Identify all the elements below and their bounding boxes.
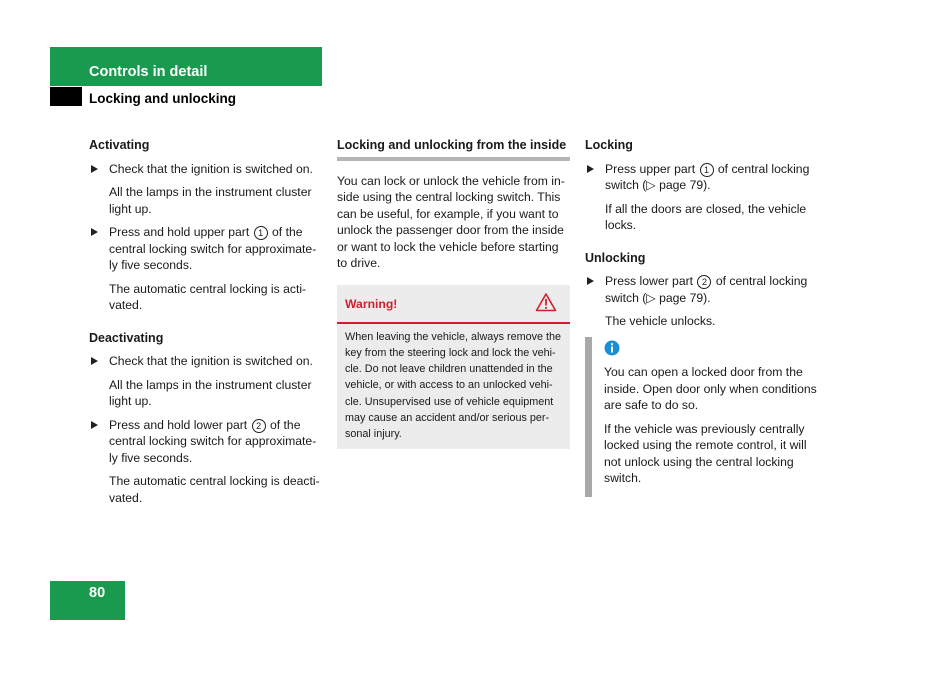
inside-locking-body: You can lock or unlock the vehicle from in-side using the central locking switch. This can be useful, for example, if you want to unlock the passenger door from the inside or want to lock the vehicle before starting to drive. — [337, 173, 565, 270]
step-text: Press and hold upper part — [109, 225, 250, 239]
warning-header — [337, 285, 570, 324]
locking-step — [585, 161, 821, 194]
step-text: of central locking switch (▷ page 79). — [605, 161, 810, 192]
warning-box — [337, 285, 570, 449]
unlocking-step — [585, 273, 821, 306]
chapter-title: Controls in detail — [89, 64, 208, 80]
column-inside-locking — [337, 137, 570, 449]
info-box — [585, 337, 824, 497]
column-activating — [89, 137, 323, 513]
column-locking-unlocking — [585, 137, 821, 497]
deactivating-step-2-result: The automatic central locking is deacti-vated. — [109, 474, 320, 505]
info-icon — [604, 340, 824, 361]
section-marker — [50, 87, 82, 106]
info-text-1: You can open a locked door from the inside. Open door only when conditions are safe to do so. — [604, 365, 817, 412]
step-text: of the central locking switch for approximate-ly five seconds. — [109, 225, 317, 272]
locking-heading: Locking — [585, 138, 633, 152]
deactivating-step-1-result: All the lamps in the instrument cluster light up. — [109, 377, 312, 408]
switch-part-number: 2 — [697, 275, 711, 289]
info-text-2: If the vehicle was previously centrally locked using the remote control, it will not unlock using the central locking switch. — [604, 421, 807, 485]
activating-step-2-result: The automatic central locking is acti-vated. — [109, 281, 307, 312]
activating-step-1: Check that the ignition is switched on. — [89, 161, 323, 178]
warning-label: Warning! — [345, 296, 398, 311]
step-text: Press and hold lower part — [109, 417, 248, 432]
deactivating-step-2 — [89, 417, 323, 467]
unlocking-heading: Unlocking — [585, 250, 646, 265]
inside-locking-heading: Locking and unlocking from the inside — [337, 137, 570, 161]
warning-triangle-icon — [535, 292, 557, 317]
activating-heading: Activating — [89, 138, 150, 152]
warning-text: When leaving the vehicle, always remove the key from the steering lock and lock the vehi-cle. Do not leave children unattended in the vehicle, or with access to an unlocked vehi-cle. Unsupervised use of vehicle equipment may cause an accident and/or serious per-sonal injury. — [345, 330, 562, 441]
deactivating-step-1: Check that the ignition is switched on. — [89, 353, 323, 370]
locking-result: If all the doors are closed, the vehicle locks. — [605, 201, 807, 232]
switch-part-number: 1 — [700, 163, 714, 177]
unlocking-result: The vehicle unlocks. — [605, 314, 716, 328]
step-text: of the central locking switch for approximate-ly five seconds. — [109, 417, 317, 465]
activating-step-1-result: All the lamps in the instrument cluster light up. — [109, 185, 312, 216]
switch-part-number: 2 — [252, 419, 266, 433]
switch-part-number: 1 — [254, 226, 268, 240]
page-number-box — [50, 581, 125, 620]
step-text: of central locking switch (▷ page 79). — [605, 274, 808, 305]
page-number: 80 — [89, 585, 106, 601]
step-text: Press upper part — [605, 161, 696, 176]
activating-step-2 — [89, 224, 323, 274]
deactivating-heading: Deactivating — [89, 330, 164, 345]
section-title: Locking and unlocking — [89, 91, 237, 106]
step-text: Press lower part — [605, 274, 694, 288]
